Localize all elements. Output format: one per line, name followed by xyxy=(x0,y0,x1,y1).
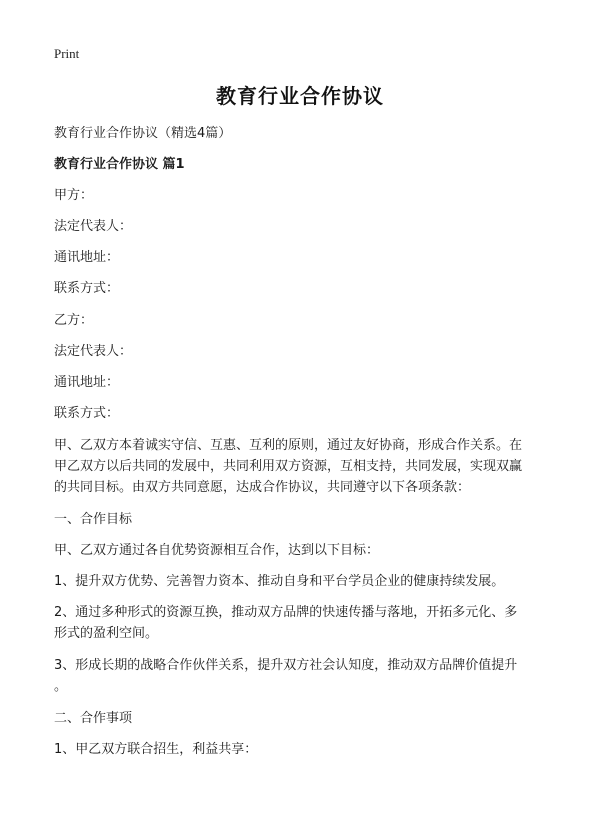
party-b-label: 乙方： xyxy=(54,313,94,328)
section-heading: 教育行业合作协议 篇1 xyxy=(54,157,185,172)
party-a-contact: 联系方式： xyxy=(54,281,120,296)
document-title: 教育行业合作协议 xyxy=(216,84,384,108)
goals-heading: 一、合作目标 xyxy=(54,512,133,527)
party-a-label: 甲方： xyxy=(54,188,94,203)
goals-intro: 甲、乙双方通过各自优势资源相互合作，达到以下目标： xyxy=(54,543,380,558)
intro-line-2: 甲乙双方以后共同的发展中，共同利用双方资源，互相支持，共同发展，实现双赢 xyxy=(54,459,523,474)
intro-line-1: 甲、乙双方本着诚实守信、互惠、互利的原则，通过友好协商，形成合作关系。在 xyxy=(54,438,523,453)
document-subtitle: 教育行业合作协议（精选4篇） xyxy=(54,126,232,141)
party-a-address: 通讯地址： xyxy=(54,250,120,265)
goal-1: 1、提升双方优势、完善智力资本、推动自身和平台学员企业的健康持续发展。 xyxy=(54,574,505,589)
party-b-contact: 联系方式： xyxy=(54,406,120,421)
goal-2-line-1: 2、通过多种形式的资源互换，推动双方品牌的快速传播与落地，开拓多元化、多 xyxy=(54,605,518,620)
party-b-address: 通讯地址： xyxy=(54,375,120,390)
party-b-legal-rep: 法定代表人： xyxy=(54,344,133,359)
intro-line-3: 的共同目标。由双方共同意愿，达成合作协议，共同遵守以下各项条款： xyxy=(54,480,471,495)
matters-heading: 二、合作事项 xyxy=(54,711,133,726)
goal-2-line-2: 形式的盈利空间。 xyxy=(54,626,159,641)
print-link[interactable]: Print xyxy=(54,46,80,61)
matter-1: 1、甲乙双方联合招生，利益共享： xyxy=(54,742,258,757)
goal-3-line-1: 3、形成长期的战略合作伙伴关系，提升双方社会认知度，推动双方品牌价值提升 xyxy=(54,658,518,673)
goal-3-line-2: 。 xyxy=(54,679,68,694)
party-a-legal-rep: 法定代表人： xyxy=(54,219,133,234)
